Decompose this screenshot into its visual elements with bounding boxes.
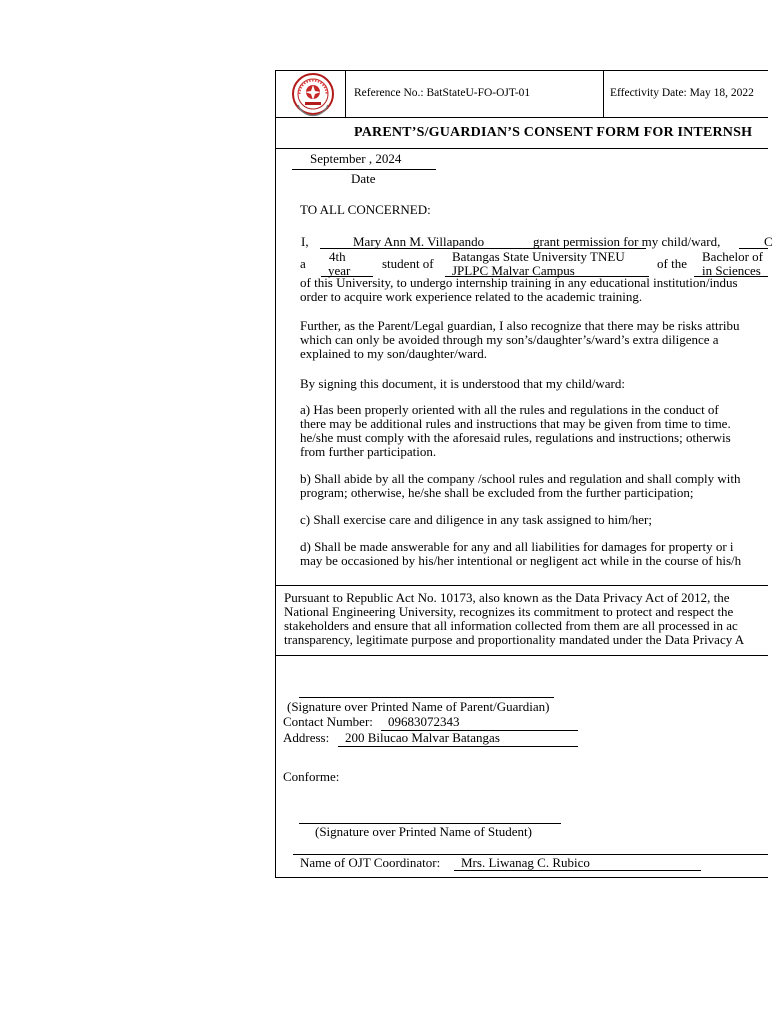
- parent-signature-caption: (Signature over Printed Name of Parent/Guardian): [287, 699, 550, 714]
- date-underline: [292, 169, 436, 170]
- address-value: 200 Bilucao Malvar Batangas: [345, 730, 500, 745]
- contact-value: 09683072343: [388, 714, 460, 729]
- student-of-label: student of: [382, 256, 434, 271]
- university-seal-icon: [286, 72, 340, 116]
- privacy-line4: transparency, legitimate purpose and proportionality mandated under the Data Privacy A: [284, 632, 745, 647]
- title-bottom-border: [275, 148, 768, 149]
- year-level-line1: 4th: [329, 249, 346, 264]
- effectivity-date: Effectivity Date: May 18, 2022: [610, 87, 754, 99]
- item-a-line3: he/she must comply with the aforesaid rules, regulations and instructions; otherwis: [300, 430, 731, 445]
- form-title: PARENT’S/GUARDIAN’S CONSENT FORM FOR INTERNSH: [354, 125, 753, 140]
- body-bottom-border: [275, 585, 768, 586]
- risks-line2: which can only be avoided through my son’s/daughter’s/ward’s extra diligence a: [300, 332, 719, 347]
- item-a-line4: from further participation.: [300, 444, 437, 459]
- risks-line1: Further, as the Parent/Legal guardian, I also recognize that there may be risks attribu: [300, 318, 740, 333]
- of-the-label: of the: [657, 256, 687, 271]
- item-d-line2: may be occasioned by his/her intentional or negligent act while in the course of his/h: [300, 553, 742, 568]
- item-c: c) Shall exercise care and diligence in any task assigned to him/her;: [300, 512, 652, 527]
- parent-name: Mary Ann M. Villapando: [353, 234, 485, 249]
- conforme-label: Conforme:: [283, 769, 340, 784]
- student-signature-caption: (Signature over Printed Name of Student): [315, 824, 532, 839]
- consent-i: I,: [301, 234, 309, 249]
- privacy-line3: stakeholders and ensure that all information collected from them are all processed in ac: [284, 618, 738, 633]
- privacy-notice: [284, 591, 744, 647]
- address-underline: [338, 746, 578, 747]
- school-line1: Batangas State University TNEU: [452, 249, 625, 264]
- reference-number: Reference No.: BatStateU-FO-OJT-01: [354, 87, 531, 99]
- contact-label: Contact Number:: [283, 714, 373, 729]
- item-a-line1: a) Has been properly oriented with all the rules and regulations in the conduct of: [300, 402, 719, 417]
- consent-paragraph-continued: [300, 276, 738, 304]
- program-line1: Bachelor of: [702, 249, 764, 264]
- consent-grant-text: grant permission for my child/ward,: [533, 234, 721, 249]
- header-divider-ref: [603, 70, 604, 117]
- consent-line3: of this University, to undergo internship training in any educational institution/indus: [300, 275, 738, 290]
- privacy-line2: National Engineering University, recognizes its commitment to protect and respect the: [284, 604, 734, 619]
- risks-line3: explained to my son/daughter/ward.: [300, 346, 488, 361]
- item-b: [300, 472, 740, 500]
- item-a-line2: there may be additional rules and instructions that may be given from time to time.: [300, 416, 731, 431]
- consent-a: a: [300, 256, 306, 271]
- program-line2: in Sciences: [702, 263, 761, 278]
- salutation: TO ALL CONCERNED:: [300, 202, 431, 217]
- consent-line4: order to acquire work experience related to the academic training.: [300, 289, 643, 304]
- item-a: [300, 403, 731, 459]
- parent-signature-line: [299, 697, 554, 698]
- item-d-line1: d) Shall be made answerable for any and all liabilities for damages for property or i: [300, 539, 734, 554]
- address-label: Address:: [283, 730, 330, 745]
- privacy-bottom-border: [275, 655, 768, 656]
- ward-initial: C: [764, 234, 773, 249]
- date-value: September , 2024: [310, 151, 402, 166]
- coordinator-label: Name of OJT Coordinator:: [300, 855, 441, 870]
- header-divider-logo: [345, 70, 346, 117]
- form-top-border: [275, 70, 768, 71]
- coordinator-underline: [454, 870, 701, 871]
- form-left-border: [275, 70, 276, 878]
- header-bottom-border: [275, 117, 768, 118]
- privacy-line1: Pursuant to Republic Act No. 10173, also known as the Data Privacy Act of 2012, the: [284, 590, 730, 605]
- year-level-line2: year: [328, 263, 351, 278]
- item-b-line1: b) Shall abide by all the company /school rules and regulation and shall comply with: [300, 471, 741, 486]
- coordinator-value: Mrs. Liwanag C. Rubico: [461, 855, 590, 870]
- understood-statement: By signing this document, it is understood that my child/ward:: [300, 376, 625, 391]
- item-d: [300, 540, 741, 568]
- item-b-line2: program; otherwise, he/she shall be excluded from the further participation;: [300, 485, 694, 500]
- form-bottom-border: [275, 877, 768, 878]
- risks-paragraph: [300, 319, 740, 361]
- school-line2: JPLPC Malvar Campus: [452, 263, 575, 278]
- date-label: Date: [351, 171, 376, 186]
